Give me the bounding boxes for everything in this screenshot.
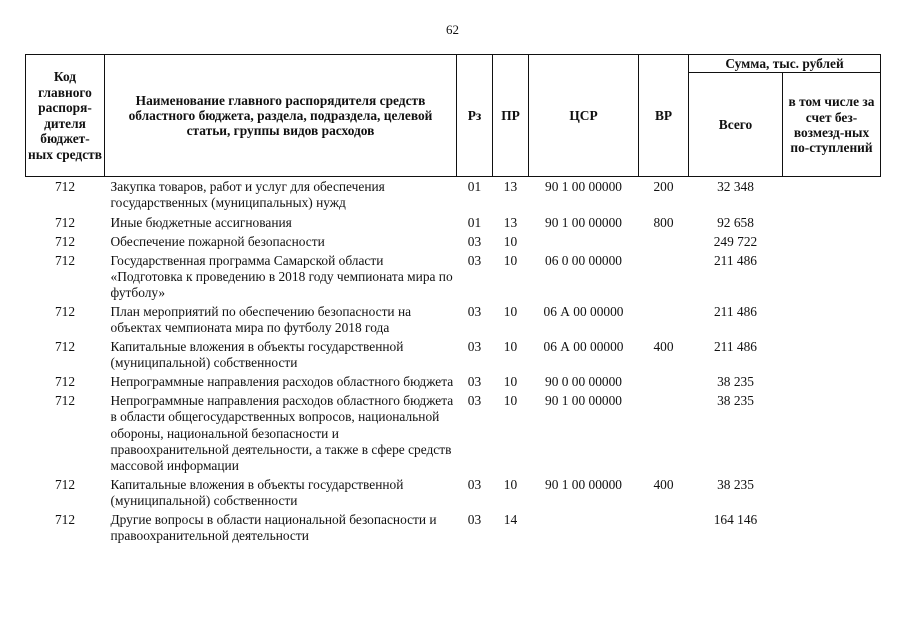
row-pr: 10 (503, 476, 518, 492)
row-name: Государственная программа Самарской области «Подготовка к проведению в 2018 году чемпионата мира по футболу» (110, 252, 453, 300)
row-vr: 800 (653, 214, 674, 230)
table-row (26, 393, 881, 476)
table-row (26, 234, 881, 253)
row-code: 712 (54, 233, 76, 249)
row-rz: 03 (467, 511, 482, 527)
row-rz: 03 (467, 339, 482, 355)
row-pr: 13 (503, 214, 518, 230)
row-csr (529, 234, 639, 253)
row-rz: 03 (467, 233, 482, 249)
row-code: 712 (54, 374, 76, 390)
table-row (26, 304, 881, 339)
row-vr (639, 234, 689, 253)
row-pr: 10 (503, 303, 518, 319)
table-row (26, 477, 881, 512)
row-code: 712 (54, 511, 76, 527)
row-total: 211 486 (713, 303, 758, 319)
row-csr: 06 0 00 00000 (545, 252, 622, 268)
row-rz: 03 (467, 303, 482, 319)
table-row (26, 339, 881, 374)
row-total: 164 146 (713, 511, 758, 527)
row-pr: 13 (503, 179, 518, 195)
row-vr: 400 (653, 339, 674, 355)
header-code: Код главного распоря-дителя бюджет-ных средств (26, 55, 105, 177)
row-name: Капитальные вложения в объекты государственной (муниципальной) собственности (110, 339, 404, 371)
budget-table (25, 54, 881, 547)
row-incl (783, 304, 881, 339)
row-rz: 03 (467, 476, 482, 492)
table-row (26, 177, 881, 215)
row-total: 249 722 (713, 233, 758, 249)
row-name: Непрограммные направления расходов областного бюджета (110, 374, 454, 390)
row-incl (783, 339, 881, 374)
row-pr: 14 (503, 511, 518, 527)
row-csr: 90 0 00 00000 (545, 374, 622, 390)
row-rz: 03 (467, 393, 482, 409)
header-pr: ПР (493, 55, 529, 177)
header-incl: в том числе за счет без-возмезд-ных по-ступлений (783, 73, 881, 177)
row-incl (783, 374, 881, 393)
row-vr (639, 512, 689, 547)
row-vr (639, 393, 689, 476)
row-code: 712 (54, 179, 76, 195)
row-incl (783, 253, 881, 304)
row-name: Обеспечение пожарной безопасности (110, 233, 325, 249)
row-vr: 200 (653, 179, 674, 195)
row-rz: 03 (467, 252, 482, 268)
header-sum: Сумма, тыс. рублей (689, 55, 881, 73)
row-total: 38 235 (717, 393, 754, 409)
row-total: 92 658 (717, 214, 754, 230)
row-incl (783, 477, 881, 512)
table-row (26, 374, 881, 393)
row-incl (783, 512, 881, 547)
row-name: Непрограммные направления расходов областного бюджета в области общегосударственных вопросов, национальной обороны, национальной безопасности и правоохранительной деятельности, а также в сфере средств массовой информации (110, 393, 454, 473)
row-name: Другие вопросы в области национальной безопасности и правоохранительной деятельности (110, 511, 437, 543)
row-vr (639, 304, 689, 339)
row-csr: 90 1 00 00000 (545, 476, 622, 492)
table-row (26, 512, 881, 547)
row-name: Капитальные вложения в объекты государственной (муниципальной) собственности (110, 476, 404, 508)
row-rz: 01 (467, 179, 482, 195)
row-csr (529, 512, 639, 547)
row-code: 712 (54, 214, 76, 230)
row-total: 38 235 (717, 374, 754, 390)
header-csr: ЦСР (529, 55, 639, 177)
row-incl (783, 393, 881, 476)
row-total: 211 486 (713, 339, 758, 355)
header-vr: ВР (639, 55, 689, 177)
row-code: 712 (54, 393, 76, 409)
table-row (26, 253, 881, 304)
header-name: Наименование главного распорядителя средств областного бюджета, раздела, подраздела, целевой статьи, группы видов расходов (105, 55, 457, 177)
row-vr (639, 253, 689, 304)
row-rz: 03 (467, 374, 482, 390)
page-number: 62 (446, 22, 459, 37)
row-pr: 10 (503, 233, 518, 249)
row-pr: 10 (503, 252, 518, 268)
row-total: 38 235 (717, 476, 754, 492)
row-pr: 10 (503, 339, 518, 355)
row-code: 712 (54, 252, 76, 268)
row-incl (783, 234, 881, 253)
row-csr: 06 А 00 00000 (543, 339, 624, 355)
row-name: План мероприятий по обеспечению безопасности на объектах чемпионата мира по футболу 2018 года (110, 303, 412, 336)
row-code: 712 (54, 303, 76, 319)
row-csr: 90 1 00 00000 (545, 214, 622, 230)
row-vr: 400 (653, 476, 674, 492)
row-name: Закупка товаров, работ и услуг для обеспечения государственных (муниципальных) нужд (110, 179, 385, 211)
row-rz: 01 (467, 214, 482, 230)
row-incl (783, 177, 881, 215)
row-name: Иные бюджетные ассигнования (110, 214, 292, 230)
row-incl (783, 215, 881, 234)
row-code: 712 (54, 476, 76, 492)
row-csr: 06 А 00 00000 (543, 303, 624, 319)
row-total: 211 486 (713, 252, 758, 268)
row-code: 712 (54, 339, 76, 355)
row-pr: 10 (503, 393, 518, 409)
row-pr: 10 (503, 374, 518, 390)
row-csr: 90 1 00 00000 (545, 393, 622, 409)
row-vr (639, 374, 689, 393)
table-row (26, 215, 881, 234)
header-total: Всего (689, 73, 783, 177)
row-csr: 90 1 00 00000 (545, 179, 622, 195)
row-total: 32 348 (717, 179, 754, 195)
header-rz: Рз (457, 55, 493, 177)
